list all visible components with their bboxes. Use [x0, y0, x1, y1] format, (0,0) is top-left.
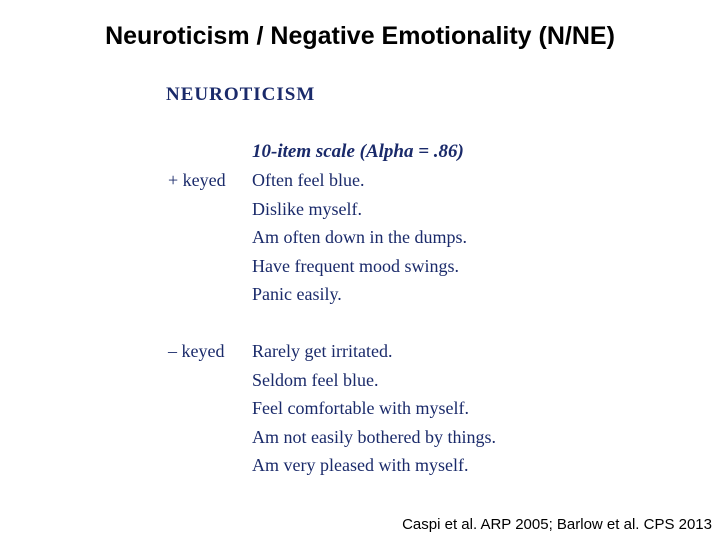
list-item: Am often down in the dumps. — [252, 227, 467, 247]
list-item: Feel comfortable with myself. — [252, 398, 469, 418]
scale-heading: NEUROTICISM — [166, 84, 316, 105]
slide-title: Neuroticism / Negative Emotionality (N/NE) — [105, 22, 615, 50]
list-item: Often feel blue. — [252, 170, 365, 190]
list-item: Rarely get irritated. — [252, 341, 393, 361]
list-item: Am not easily bothered by things. — [252, 426, 496, 447]
negative-keyed-items — [252, 337, 496, 480]
citation: Caspi et al. ARP 2005; Barlow et al. CPS 2013 — [402, 516, 712, 533]
list-item: Seldom feel blue. — [252, 369, 379, 390]
list-item: Am very pleased with myself. — [252, 455, 469, 475]
scale-subtitle: 10-item scale (Alpha = .86) — [252, 141, 464, 162]
list-item: Panic easily. — [252, 284, 342, 304]
list-item: Have frequent mood swings. — [252, 255, 459, 276]
negative-keyed-label: – keyed — [168, 341, 225, 361]
positive-keyed-items — [252, 166, 467, 309]
positive-keyed-label: + keyed — [168, 170, 226, 190]
list-item: Dislike myself. — [252, 198, 362, 219]
